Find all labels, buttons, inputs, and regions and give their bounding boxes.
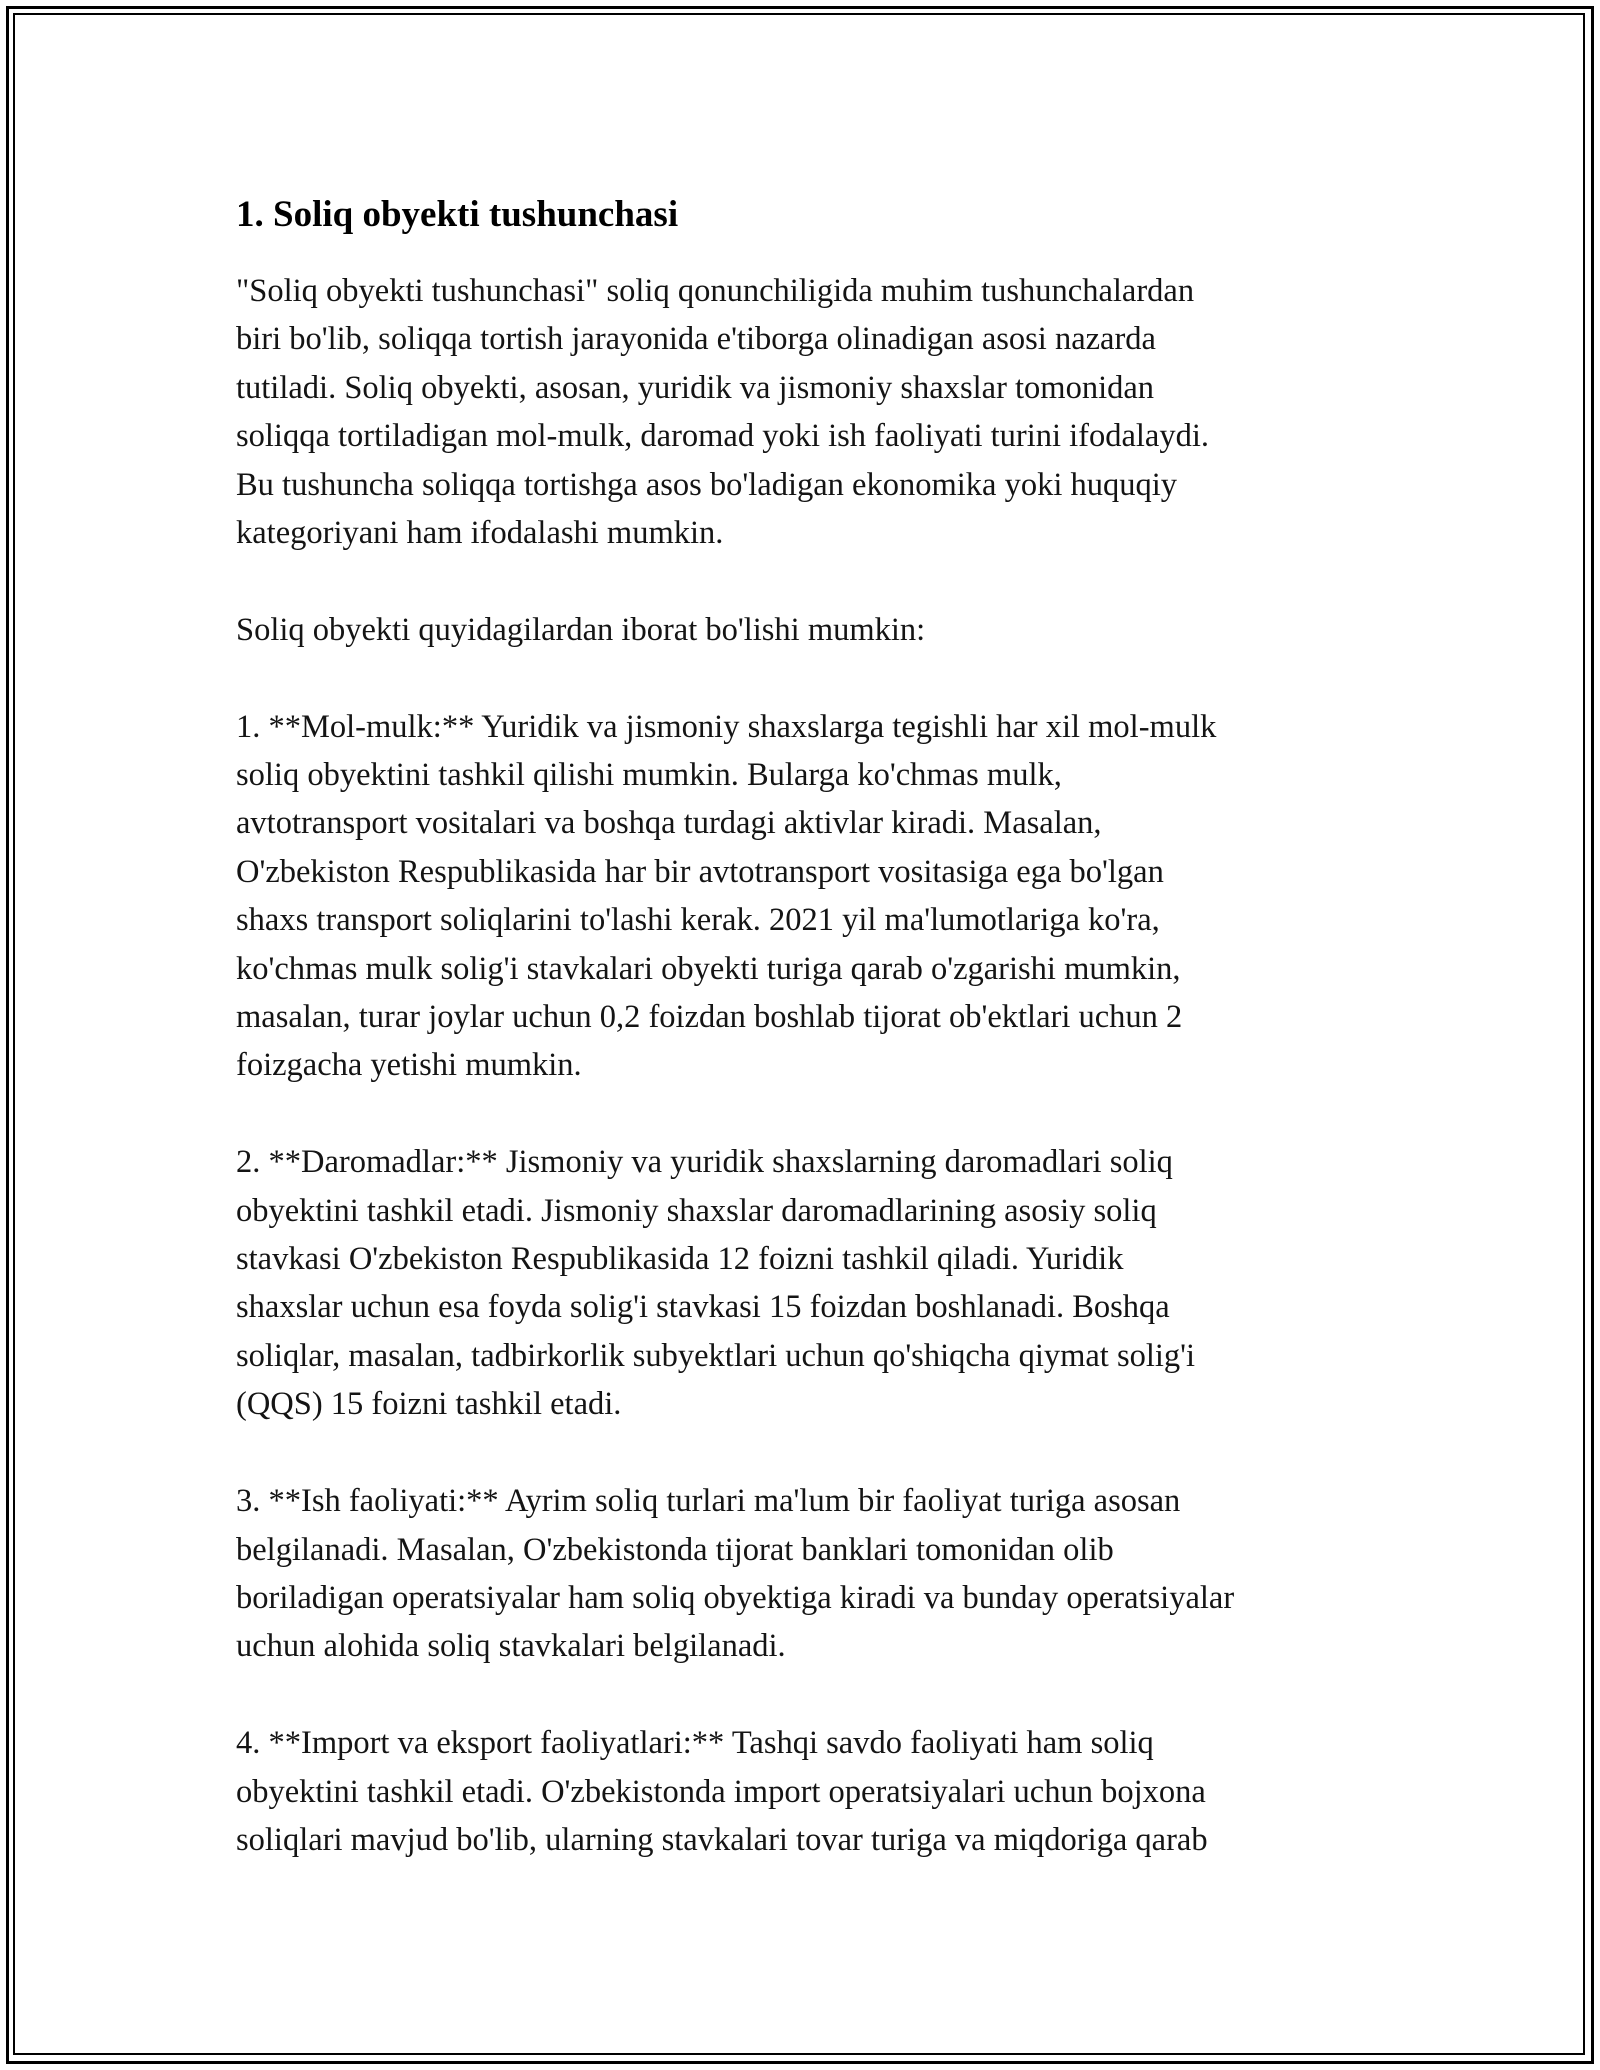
- intro-paragraph: "Soliq obyekti tushunchasi" soliq qonunchiligida muhim tushunchalardan biri bo'lib, soliqqa tortish jarayonida e'tiborga olinadigan asosi nazarda tutiladi. Soliq obyekti, asosan, yuridik va jismoniy shaxslar tomonidan soliqqa tortiladigan mol-mulk, daromad yoki ish faoliyati turini ifodalaydi. Bu tushuncha soliqqa tortishga asos bo'ladigan ekonomika yoki huquqiy kategoriyani ham ifodalashi mumkin.: [236, 273, 1210, 552]
- list-item-ish-faoliyati: 3. **Ish faoliyati:** Ayrim soliq turlari ma'lum bir faoliyat turiga asosan belgilanadi. Masalan, O'zbekistonda tijorat banklari tomonidan olib boriladigan operatsiyalar ham soliq obyektiga kiradi va bunday operatsiyalar uchun alohida soliq stavkalari belgilanadi.: [236, 1483, 1235, 1665]
- document-page: [236, 185, 1376, 1864]
- list-item-daromadlar: 2. **Daromadlar:** Jismoniy va yuridik shaxslarning daromadlari soliq obyektini tashkil etadi. Jismoniy shaxslar daromadlarining asosiy soliq stavkasi O'zbekiston Respublikasida 12 foizni tashkil qiladi. Yuridik shaxslar uchun esa foyda solig'i stavkasi 15 foizdan boshlanadi. Boshqa soliqlar, masalan, tadbirkorlik subyektlari uchun qo'shiqcha qiymat solig'i (QQS) 15 foizni tashkil etadi.: [236, 1144, 1196, 1423]
- section-title: 1. Soliq obyekti tushunchasi: [236, 194, 679, 235]
- list-item-import-eksport: 4. **Import va eksport faoliyatlari:** Tashqi savdo faoliyati ham soliq obyektini tashkil etadi. O'zbekistonda import operatsiyalari uchun bojxona soliqlari mavjud bo'lib, ularning stavkalari tovar turiga va miqdoriga qarab: [236, 1725, 1208, 1858]
- list-item-mol-mulk: 1. **Mol-mulk:** Yuridik va jismoniy shaxslarga tegishli har xil mol-mulk soliq obyektini tashkil qilishi mumkin. Bularga ko'chmas mulk, avtotransport vositalari va boshqa turdagi aktivlar kiradi. Masalan, O'zbekiston Respublikasida har bir avtotransport vositasiga ega bo'lgan shaxs transport soliqlarini to'lashi kerak. 2021 yil ma'lumotlariga ko'ra, ko'chmas mulk solig'i stavkalari obyekti turiga qarab o'zgarishi mumkin, masalan, turar joylar uchun 0,2 foizdan boshlab tijorat ob'ektlari uchun 2 foizgacha yetishi mumkin.: [236, 708, 1217, 1084]
- list-intro-paragraph: Soliq obyekti quyidagilardan iborat bo'lishi mumkin:: [236, 611, 926, 648]
